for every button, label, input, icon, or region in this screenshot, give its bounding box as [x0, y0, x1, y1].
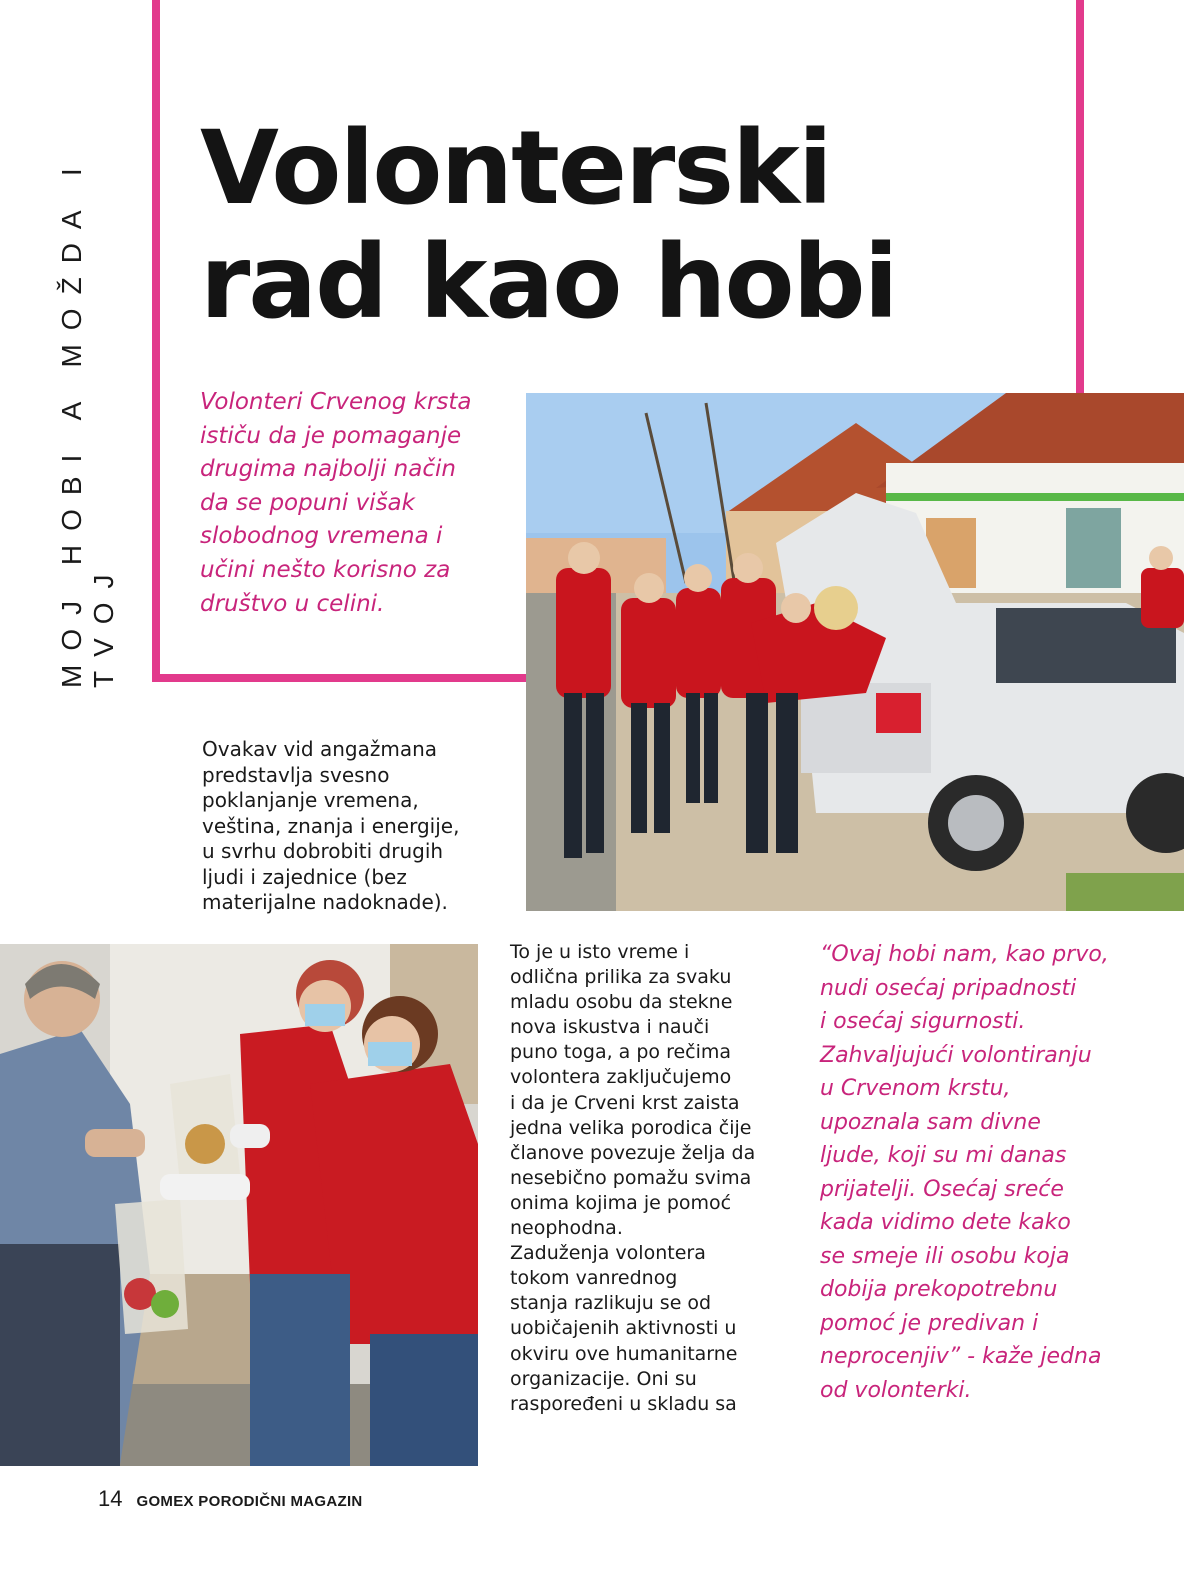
body-line: puno toga, a po rečima	[510, 1041, 732, 1064]
body-line: neophodna.	[510, 1217, 623, 1240]
frame-border-left	[152, 0, 160, 680]
quote-line: od volonterki.	[820, 1377, 972, 1403]
quote-line: “Ovaj hobi nam, kao prvo,	[820, 942, 1109, 967]
lead-line: slobodnog vremena i	[200, 523, 443, 550]
article-title	[200, 109, 1060, 342]
body-line: veština, znanja i energije,	[202, 813, 460, 838]
frame-border-right	[1076, 0, 1084, 398]
lead-line: drugima najbolji način	[200, 456, 456, 483]
body-column-2	[510, 940, 810, 1417]
body-line: predstavlja svesno	[202, 762, 390, 787]
body-line: organizacije. Oni su	[510, 1367, 697, 1390]
frame-border-bottom	[152, 674, 530, 682]
body-line: odlična prilika za svaku	[510, 966, 732, 989]
body-line: To je u isto vreme i	[510, 941, 690, 963]
quote-line: pomoć je predivan i	[820, 1310, 1039, 1336]
body-line: i da je Crveni krst zaista	[510, 1091, 740, 1114]
body-line: onima kojima je pomoć	[510, 1191, 732, 1214]
body-line: okviru ove humanitarne	[510, 1342, 738, 1365]
quote-line: dobija prekopotrebnu	[820, 1277, 1058, 1302]
lead-line: društvo u celini.	[200, 590, 385, 617]
lead-line: učini nešto korisno za	[200, 556, 451, 583]
body-line: uobičajenih aktivnosti u	[510, 1317, 737, 1340]
body-line: jedna velika porodica čije	[510, 1116, 752, 1139]
body-line: ljudi i zajednice (bez	[202, 864, 407, 889]
body-line: tokom vanrednog	[510, 1267, 678, 1290]
page-footer	[98, 1486, 363, 1512]
lead-line: Volonteri Crvenog krsta	[200, 389, 472, 415]
quote-line: upoznala sam divne	[820, 1109, 1041, 1135]
body-line: materijalne nadoknade).	[202, 890, 448, 914]
body-line: nesebično pomažu svima	[510, 1166, 752, 1189]
body-column-1	[202, 737, 502, 916]
volunteers-aid-photo	[0, 944, 478, 1466]
title-line: Volonterski	[200, 109, 831, 228]
body-line: članove povezuje želja da	[510, 1141, 756, 1164]
body-line: Ovakav vid angažmana	[202, 737, 438, 761]
body-line: mladu osobu da stekne	[510, 991, 733, 1014]
quote-line: Zahvaljujući volontiranju	[820, 1042, 1092, 1068]
quote-line: prijatelji. Osećaj sreće	[820, 1176, 1064, 1202]
quote-line: neprocenjiv” - kaže jedna	[820, 1344, 1102, 1369]
section-label: MOJ HOBI A MOŽDA I TVOJ	[56, 154, 119, 688]
quote-line: nudi osećaj pripadnosti	[820, 975, 1077, 1001]
lead-line: ističu da je pomaganje	[200, 422, 462, 449]
page-number: 14	[98, 1486, 123, 1511]
lead-line: da se popuni višak	[200, 489, 415, 516]
body-line: raspoređeni u skladu sa	[510, 1392, 737, 1415]
body-line: u svrhu dobrobiti drugih	[202, 839, 444, 863]
quote-line: u Crvenom krstu,	[820, 1076, 1011, 1101]
pull-quote	[820, 938, 1180, 1407]
title-line: rad kao hobi	[200, 223, 897, 342]
magazine-name: GOMEX PORODIČNI MAGAZIN	[136, 1493, 363, 1510]
body-line: poklanjanje vremena,	[202, 788, 419, 812]
quote-line: i osećaj sigurnosti.	[820, 1009, 1026, 1034]
quote-line: ljude, koji su mi danas	[820, 1143, 1067, 1168]
quote-line: se smeje ili osobu koja	[820, 1243, 1070, 1269]
quote-line: kada vidimo dete kako	[820, 1210, 1071, 1235]
body-line: nova iskustva i nauči	[510, 1016, 710, 1039]
body-line: stanja razlikuju se od	[510, 1292, 712, 1315]
body-line: volontera zaključujemo	[510, 1066, 732, 1089]
volunteers-car-photo	[526, 393, 1184, 911]
lead-paragraph	[200, 386, 500, 621]
body-line: Zaduženja volontera	[510, 1242, 706, 1265]
